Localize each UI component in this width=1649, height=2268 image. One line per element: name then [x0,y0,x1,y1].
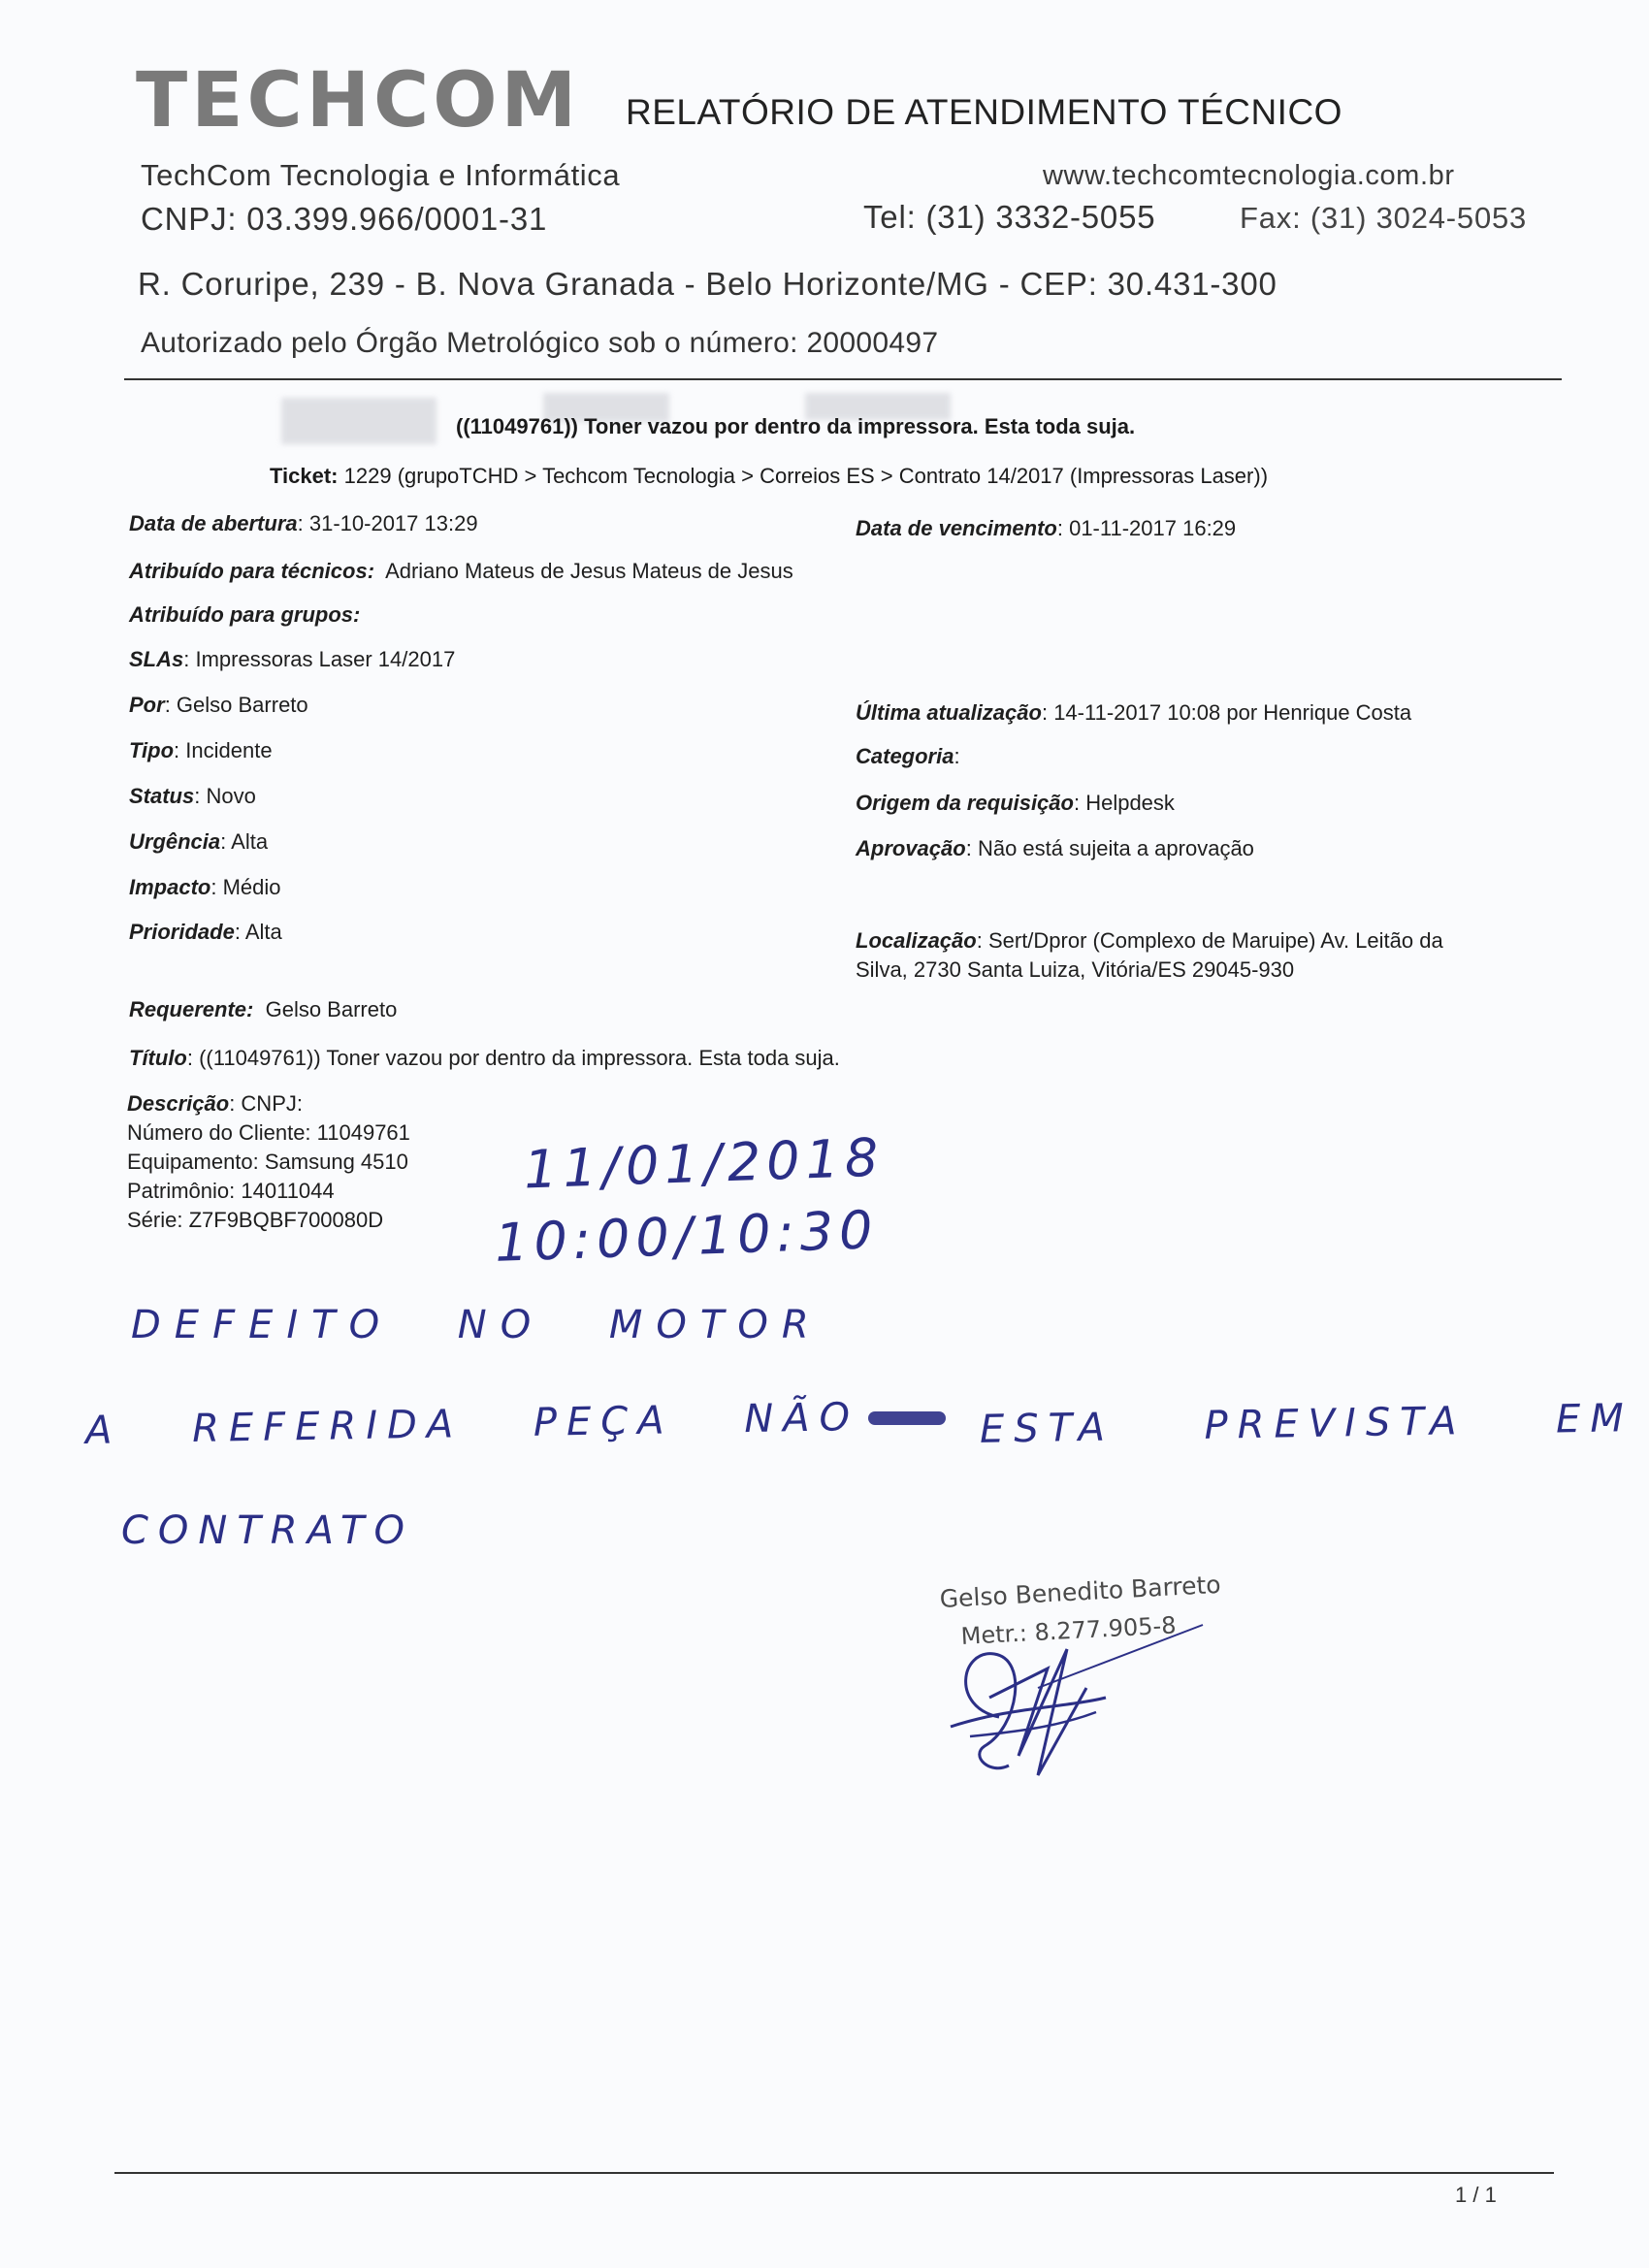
handwritten-note-part: A REFERIDA PEÇA NÃO [84,1395,860,1453]
field-tipo: Tipo: Incidente [129,738,273,762]
field-value: 14-11-2017 10:08 por Henrique Costa [1053,700,1412,725]
field-status: Status: Novo [129,784,256,808]
field-label: Aprovação [856,836,966,860]
field-label: Data de abertura [129,511,298,535]
header-divider [124,378,1562,380]
handwritten-note-defect: DEFEITO NO MOTOR [131,1303,823,1347]
metrological-authorization: Autorizado pelo Órgão Metrológico sob o número: 20000497 [141,327,939,359]
report-title: RELATÓRIO DE ATENDIMENTO TÉCNICO [626,92,1342,132]
field-label: Tipo [129,738,175,762]
ticket-value: 1229 (grupoTCHD > Techcom Tecnologia > Correios ES > Contrato 14/2017 (Impressoras Laser)) [343,464,1269,488]
field-value: Gelso Barreto [176,693,308,717]
field-atribuido-tecnicos [129,559,793,584]
field-label: Requerente: [129,997,254,1021]
field-titulo: Título: ((11049761)) Toner vazou por dentro da impressora. Esta toda suja. [129,1046,840,1070]
field-label: Atribuído para grupos: [129,602,361,627]
field-origem-requisicao: Origem da requisição: Helpdesk [856,791,1175,815]
field-label: Localização [856,928,977,953]
description-line: Equipamento: Samsung 4510 [127,1150,408,1174]
field-label: Urgência [129,829,221,854]
handwritten-signature [931,1610,1222,1814]
field-label: Origem da requisição [856,791,1074,815]
description-line: Série: Z7F9BQBF700080D [127,1208,384,1232]
scribble-mark [868,1411,946,1425]
field-urgencia: Urgência: Alta [129,829,269,854]
field-value: Não está sujeita a aprovação [977,836,1254,860]
field-label: Prioridade [129,920,235,944]
signature-stamp-name: Gelso Benedito Barreto [939,1570,1222,1613]
field-impacto: Impacto: Médio [129,875,281,899]
company-name: TechCom Tecnologia e Informática [141,158,621,192]
description-line: Patrimônio: 14011044 [127,1179,335,1203]
field-label: SLAs [129,647,184,671]
field-value: 31-10-2017 13:29 [308,511,478,535]
handwritten-note-contract-end: CONTRATO [121,1508,414,1553]
field-label: Título [129,1046,187,1070]
techcom-logo [136,53,581,145]
company-website: www.techcomtecnologia.com.br [1043,160,1455,191]
field-value: Médio [222,875,281,899]
handwritten-note-contract: ESTA PREVISTA EM [979,1396,1634,1452]
field-value: Incidente [185,738,273,762]
field-value: ((11049761)) Toner vazou por dentro da impressora. Esta toda suja. [199,1046,840,1070]
field-value: Silva, 2730 Santa Luiza, Vitória/ES 29045-930 [856,957,1295,982]
field-aprovacao: Aprovação: Não está sujeita a aprovação [856,836,1254,860]
field-label: Impacto [129,875,211,899]
field-categoria: Categoria: [856,744,960,768]
field-value: Alta [231,829,269,854]
field-label: Categoria [856,744,954,768]
ticket-heading: ((11049761)) Toner vazou por dentro da impressora. Esta toda suja. [456,414,1136,438]
field-label: Data de vencimento [856,516,1057,540]
field-value: Impressoras Laser 14/2017 [195,647,456,671]
handwritten-time: 10:00/10:30 [494,1199,880,1274]
footer-divider [114,2172,1554,2174]
ticket-reference [270,464,1268,489]
field-value: Novo [206,784,256,808]
description-block [127,1089,410,1235]
ticket-label: Ticket: [270,464,339,488]
company-phone: Tel: (31) 3332-5055 [863,199,1156,235]
field-value: Sert/Dpror (Complexo de Maruipe) Av. Leitão da [987,928,1443,953]
field-data-vencimento: Data de vencimento: 01-11-2017 16:29 [856,516,1237,540]
field-por: Por: Gelso Barreto [129,693,308,717]
field-requerente [129,997,397,1022]
field-ultima-atualizacao: Última atualização: 14-11-2017 10:08 por Henrique Costa [856,700,1412,725]
description-label: Descrição [127,1091,230,1116]
field-slas: SLAs: Impressoras Laser 14/2017 [129,647,456,671]
field-localizacao-line2 [856,957,1294,983]
logo-text: TECHCOM [136,57,581,145]
field-value: Helpdesk [1085,791,1175,815]
company-cnpj: CNPJ: 03.399.966/0001-31 [141,201,548,237]
field-value: Adriano Mateus de Jesus Mateus de Jesus [385,559,793,583]
handwritten-date: 11/01/2018 [523,1126,886,1201]
field-value: 01-11-2017 16:29 [1069,516,1237,540]
field-value: Gelso Barreto [265,997,398,1021]
field-label: Por [129,693,165,717]
redaction-blur [281,398,436,444]
field-prioridade: Prioridade: Alta [129,920,282,944]
field-localizacao: Localização: Sert/Dpror (Complexo de Maruipe) Av. Leitão da [856,928,1443,953]
description-value: CNPJ: [241,1091,303,1116]
field-label: Última atualização [856,700,1042,725]
page-number: 1 / 1 [1455,2183,1497,2207]
field-value: Alta [244,920,282,944]
field-label: Status [129,784,195,808]
field-label: Atribuído para técnicos: [129,559,375,583]
company-address: R. Coruripe, 239 - B. Nova Granada - Belo Horizonte/MG - CEP: 30.431-300 [138,266,1277,302]
description-first-line: Descrição: CNPJ: [127,1091,303,1116]
description-line: Número do Cliente: 11049761 [127,1120,410,1145]
signature-stamp-registration: Metr.: 8.277.905-8 [960,1611,1178,1650]
field-atribuido-grupos [129,602,360,628]
company-fax: Fax: (31) 3024-5053 [1240,201,1528,235]
field-data-abertura: Data de abertura: 31-10-2017 13:29 [129,511,478,535]
